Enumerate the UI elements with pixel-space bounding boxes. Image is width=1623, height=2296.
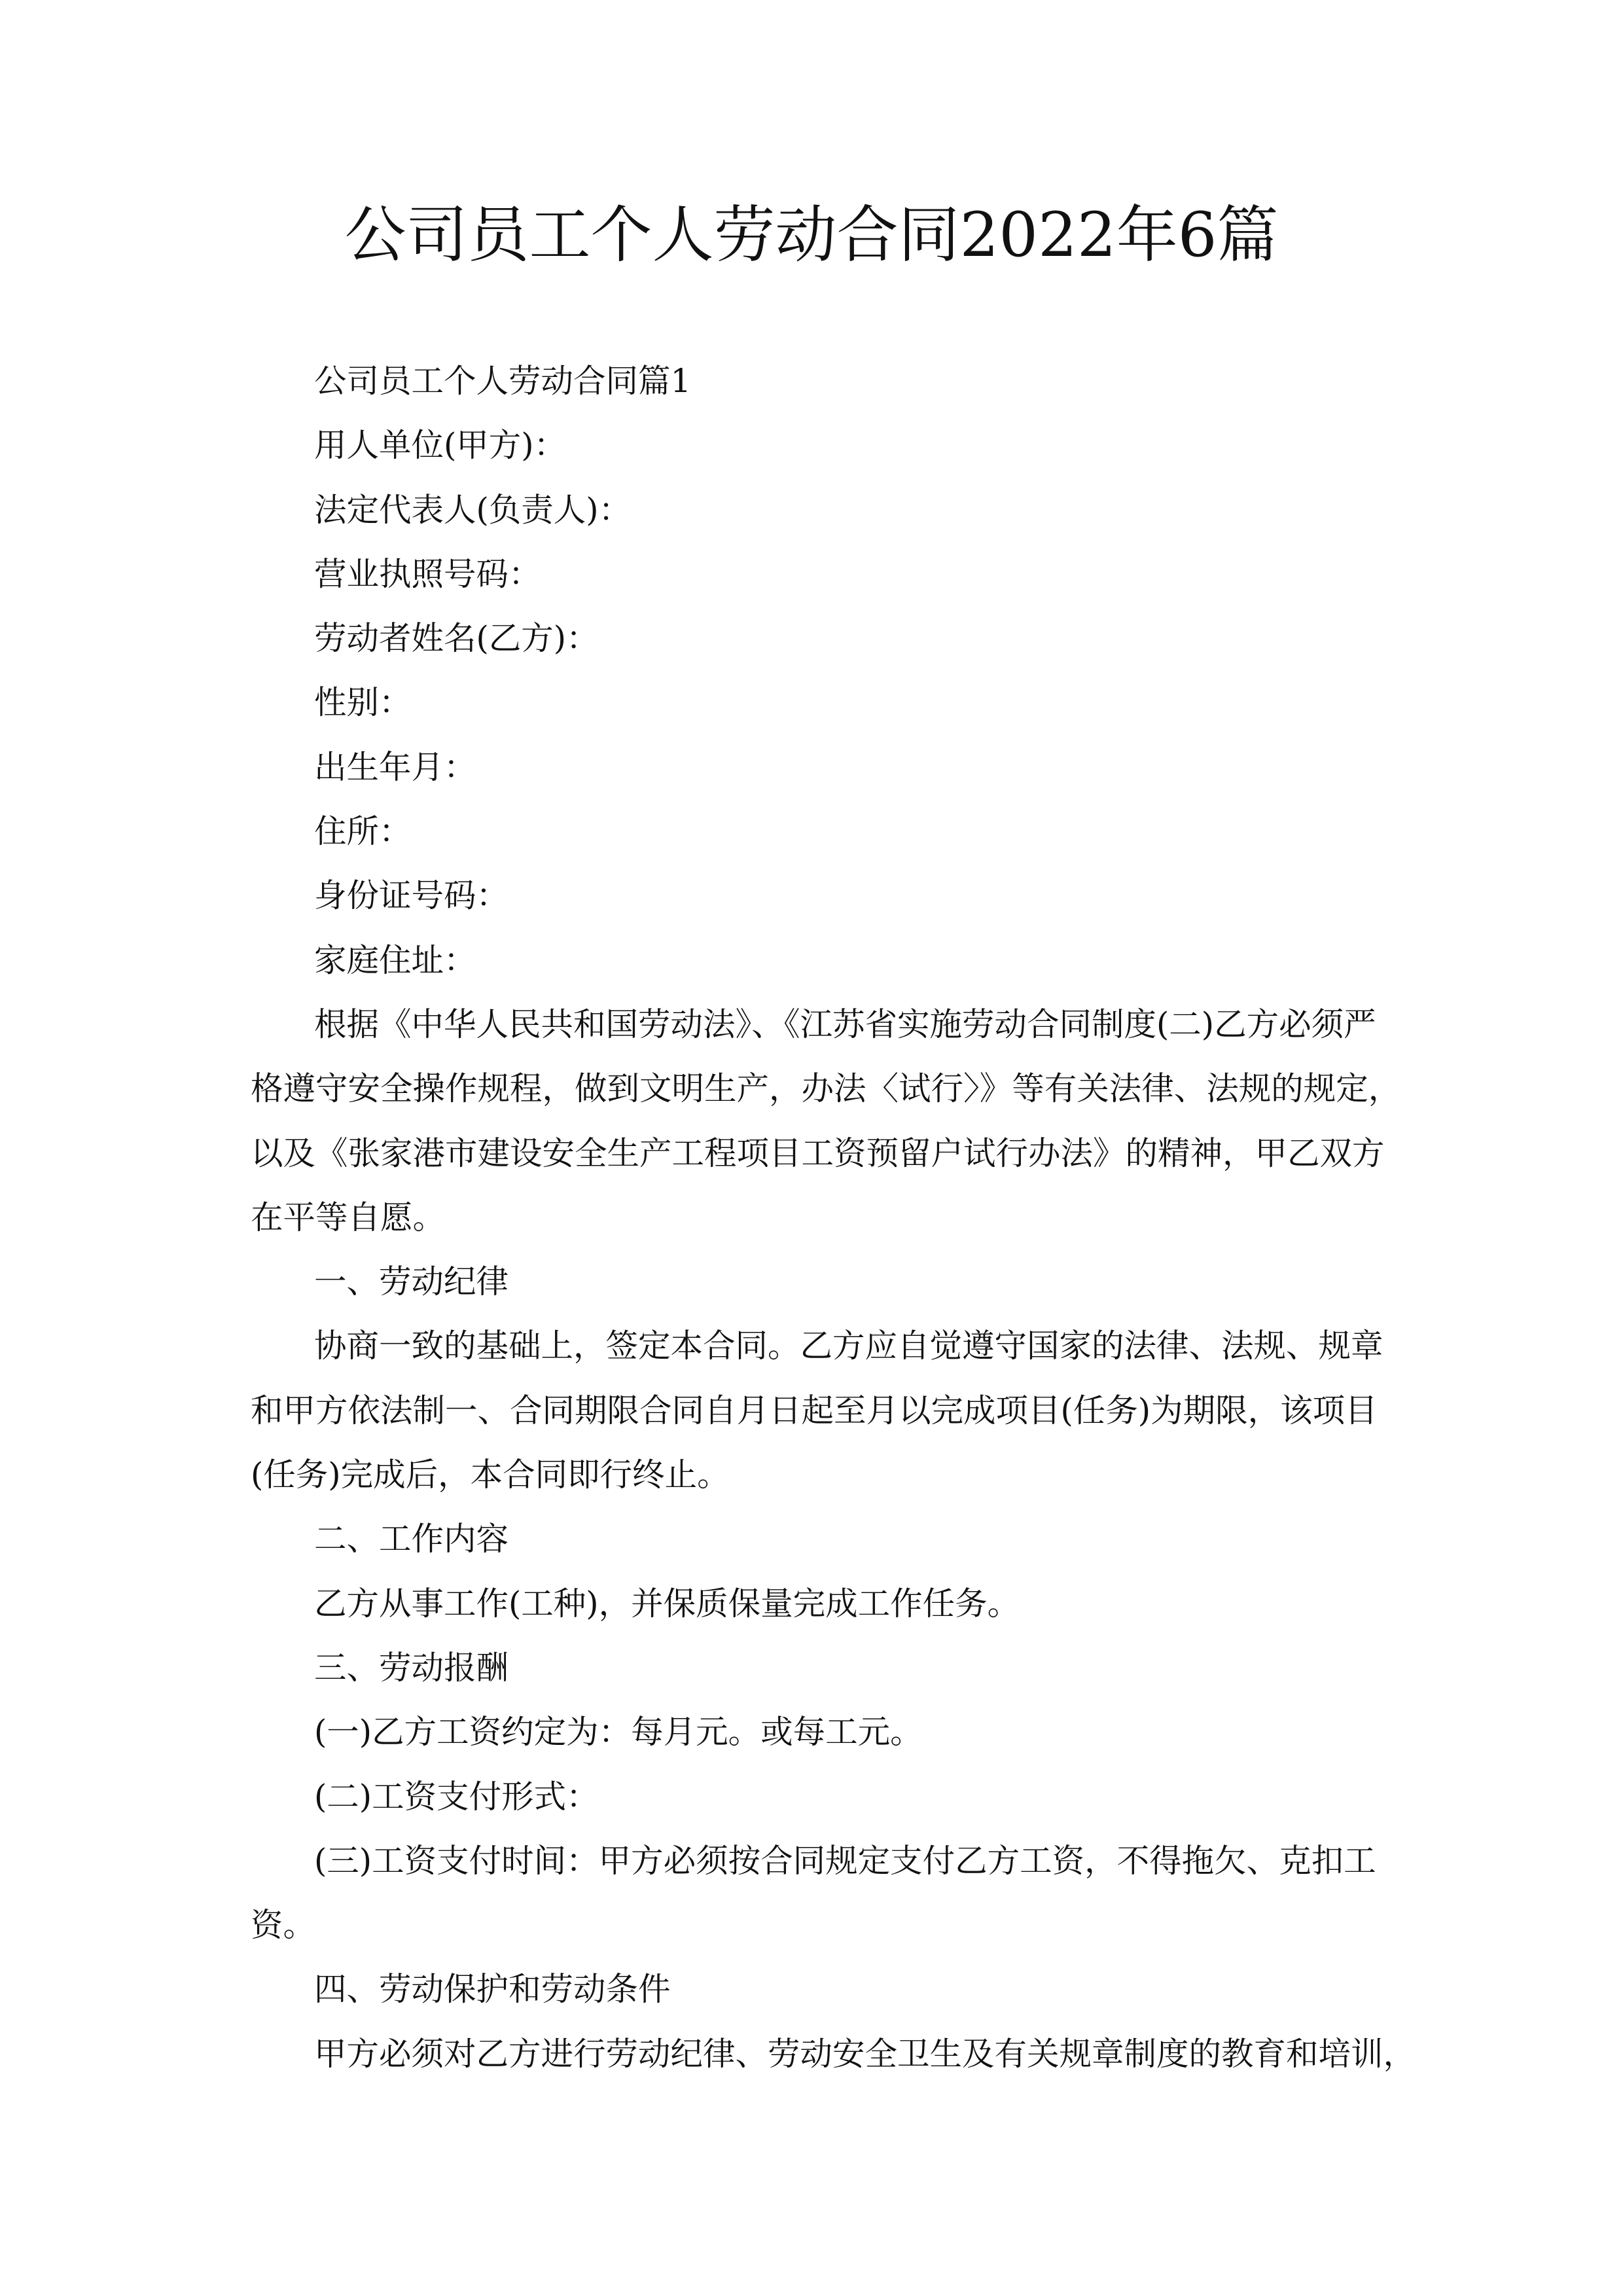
text-line: 法定代表人(负责人)： bbox=[314, 490, 632, 529]
text-line: 甲方必须对乙方进行劳动纪律、劳动安全卫生及有关规章制度的教育和培训， bbox=[314, 2034, 1416, 2073]
document-body bbox=[251, 349, 1429, 2086]
text-line: 协商一致的基础上，签定本合同。乙方应自觉遵守国家的法律、法规、规章 bbox=[314, 1327, 1383, 1365]
text-line: 乙方从事工作(工种)，并保质保量完成工作任务。 bbox=[314, 1584, 1020, 1623]
text-line: 和甲方依法制一、合同期限合同自月日起至月以完成项目(任务)为期限，该项目 bbox=[251, 1391, 1378, 1429]
text-line: 出生年月： bbox=[314, 747, 476, 786]
text-line: 性别： bbox=[314, 683, 412, 722]
text-line: 身份证号码： bbox=[314, 876, 508, 915]
text-line: 格遵守安全操作规程，做到文明生产，办法〈试行〉》等有关法律、法规的规定， bbox=[251, 1069, 1401, 1108]
text-line: 公司员工个人劳动合同篇1 bbox=[314, 362, 691, 400]
text-line: (任务)完成后，本合同即行终止。 bbox=[251, 1456, 730, 1494]
text-line: (二)工资支付形式： bbox=[314, 1777, 599, 1816]
text-line: 住所： bbox=[314, 812, 412, 851]
text-line: 以及《张家港市建设安全生产工程项目工资预留户试行办法》的精神，甲乙双方 bbox=[251, 1134, 1385, 1172]
text-line: 营业执照号码： bbox=[314, 554, 541, 593]
document-title: 公司员工个人劳动合同2022年6篇 bbox=[344, 200, 1279, 271]
text-line: (一)乙方工资约定为：每月元。或每工元。 bbox=[314, 1713, 923, 1751]
text-line: 二、工作内容 bbox=[314, 1520, 508, 1558]
text-line: 根据《中华人民共和国劳动法》、《江苏省实施劳动合同制度(二)乙方必须严 bbox=[314, 1005, 1376, 1043]
text-line: 家庭住址： bbox=[314, 941, 476, 979]
text-line: (三)工资支付时间：甲方必须按合同规定支付乙方工资，不得拖欠、克扣工 bbox=[314, 1841, 1376, 1880]
text-line: 一、劳动纪律 bbox=[314, 1263, 508, 1301]
text-line: 在平等自愿。 bbox=[251, 1198, 445, 1236]
text-line: 劳动者姓名(乙方)： bbox=[314, 619, 599, 658]
text-line: 四、劳动保护和劳动条件 bbox=[314, 1970, 671, 2009]
text-line: 资。 bbox=[251, 1906, 315, 1945]
text-line: 用人单位(甲方)： bbox=[314, 426, 567, 465]
text-line: 三、劳动报酬 bbox=[314, 1648, 508, 1687]
